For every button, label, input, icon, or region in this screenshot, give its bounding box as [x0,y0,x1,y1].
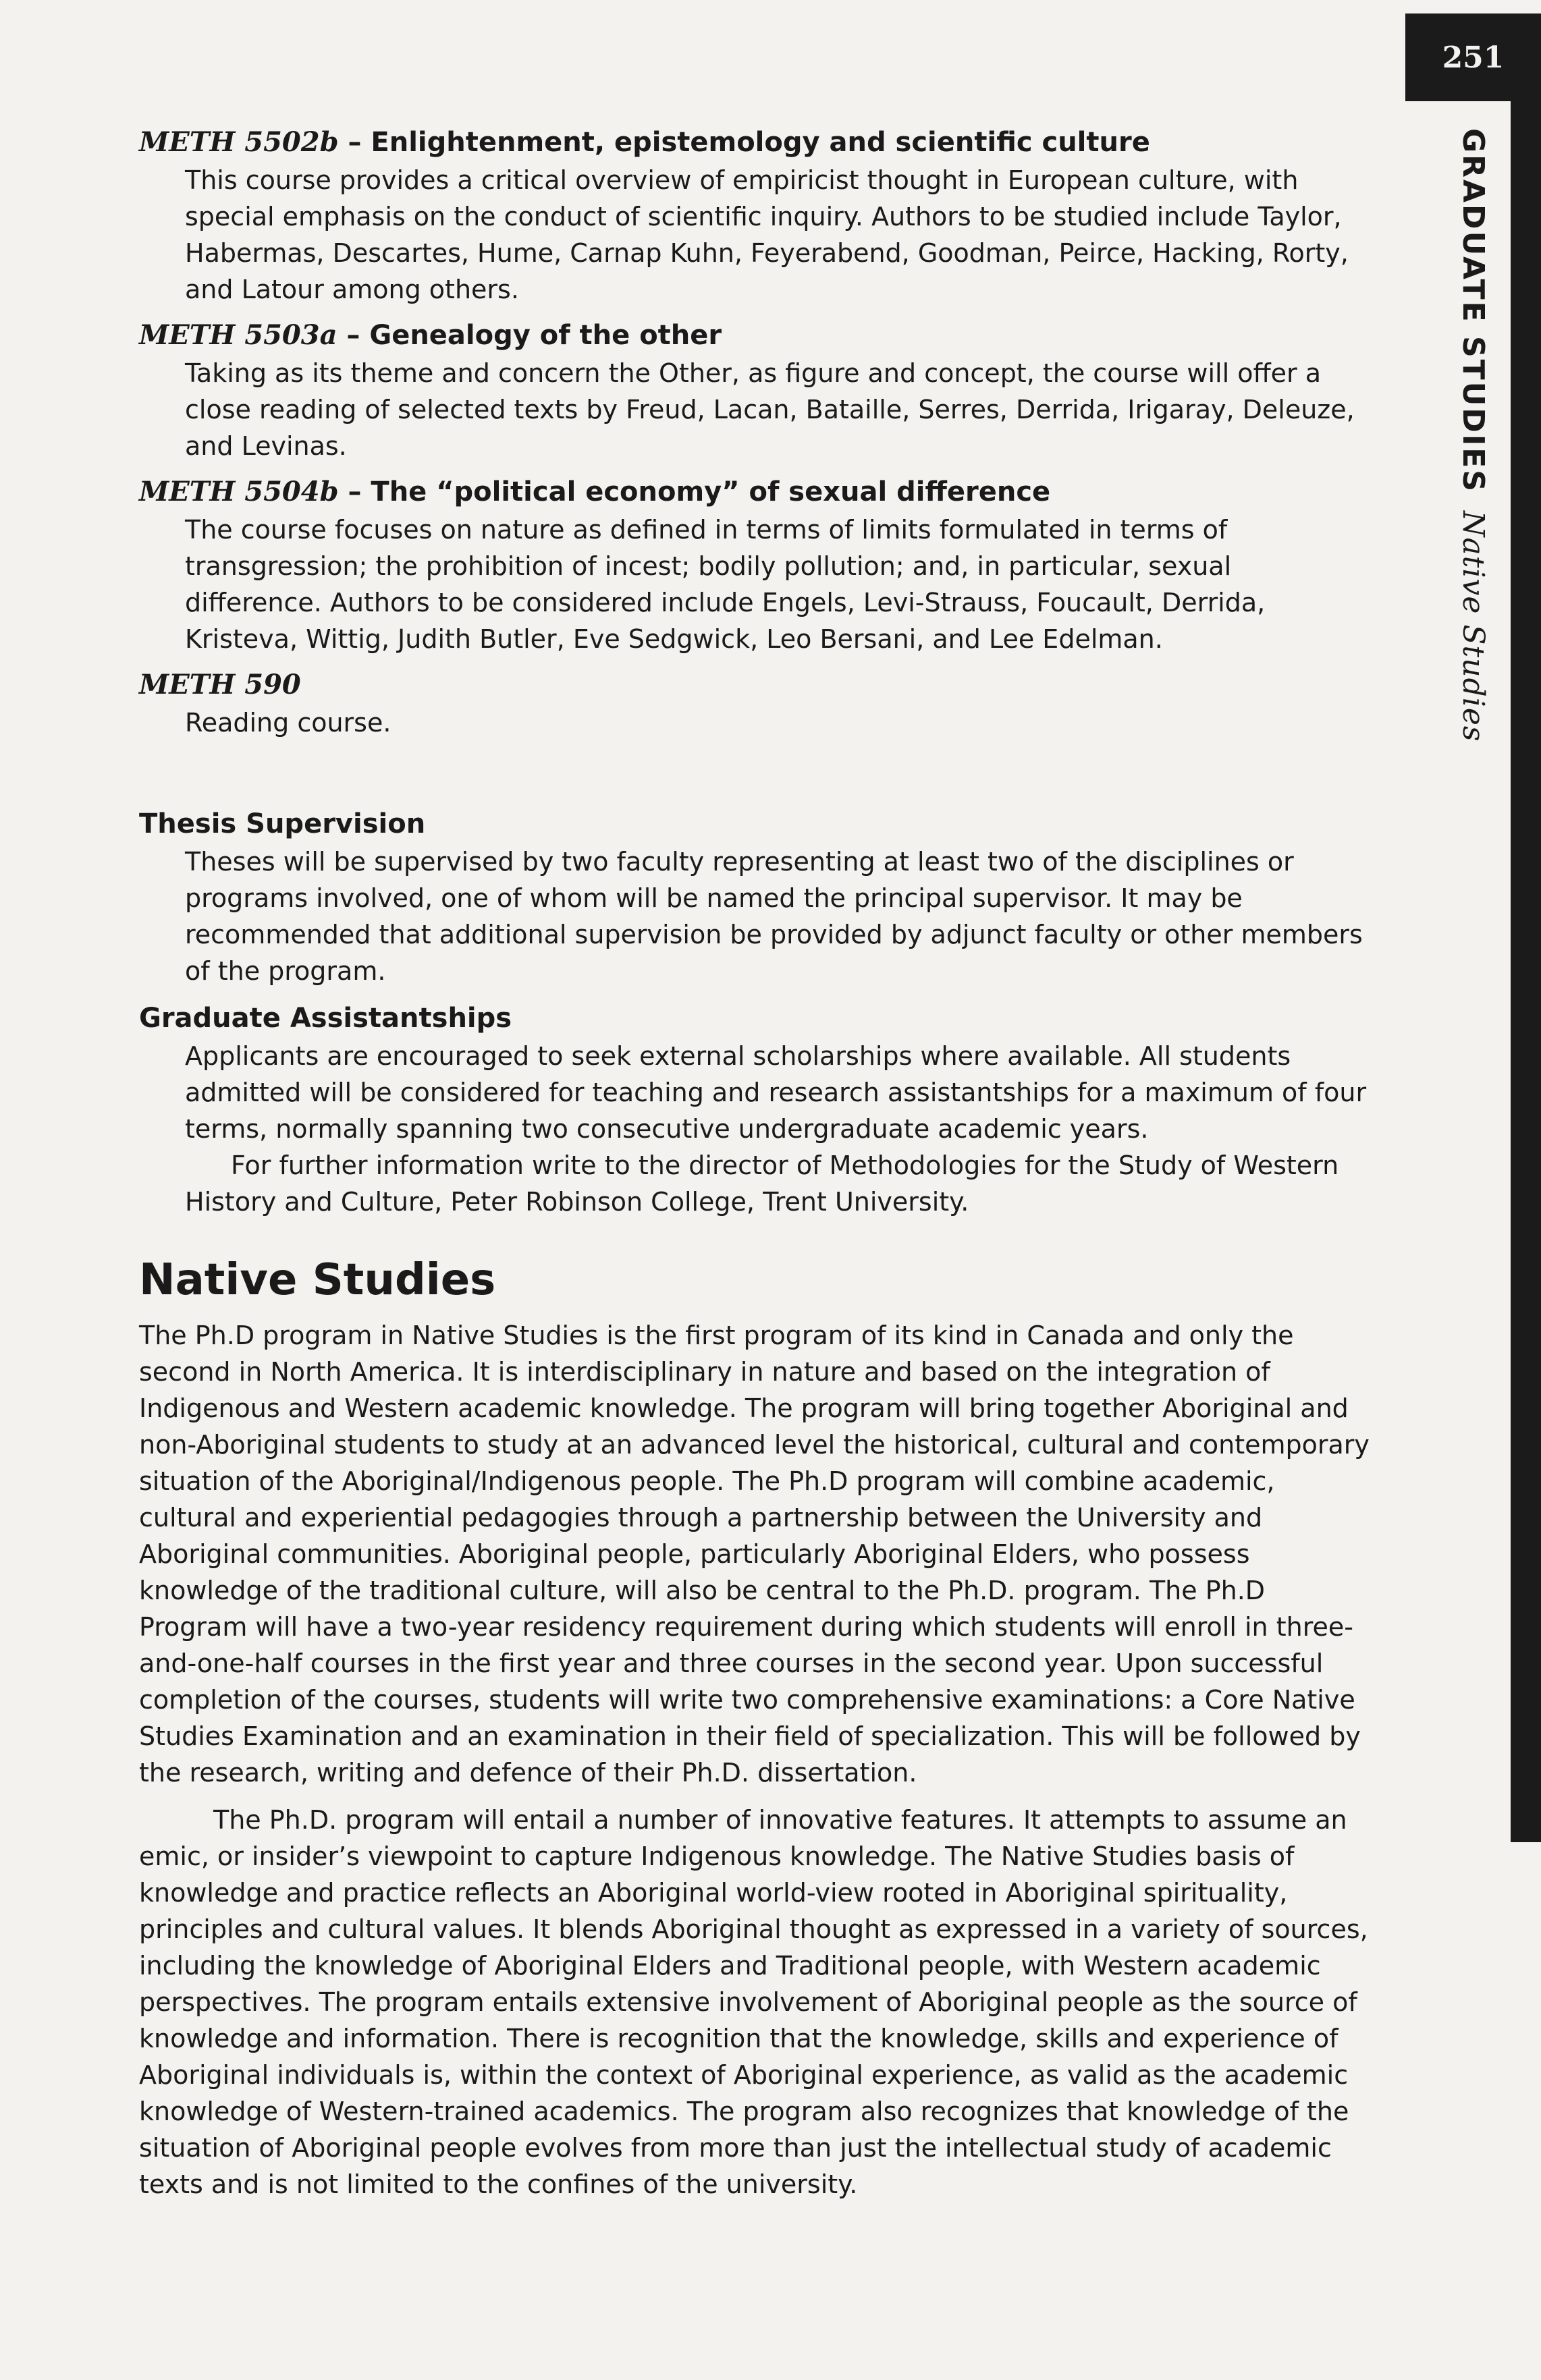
assistantships-body: Applicants are encouraged to seek external scholarships where available. All students admitted will be considered for teaching and research assistantships for a maximum of four terms, normally spanning two consecutive undergraduate academic years. [185,1041,1367,1144]
spacer [139,989,1374,999]
course-entry [139,665,1374,741]
course-description: This course provides a critical overview of empiricist thought in European culture, with special emphasis on the conduct of scientific inquiry. Authors to be studied include Taylor, Habermas, Descartes, Hume, Carnap Kuhn, Feyerabend, Goodman, Peirce, Hacking, Rorty, and Latour among others. [185,165,1349,304]
native-paragraph-1: The Ph.D program in Native Studies is the first program of its kind in Canada and only the second in North America. It is interdisciplinary in nature and based on the integration of Indigenous and Western academic knowledge. The program will bring together Aboriginal and non-Aboriginal students to study at an advanced level the historical, cultural and contemporary situation of the Aboriginal/Indigenous people. The Ph.D program will combine academic, cultural and experiential pedagogies through a partnership between the University and Aboriginal communities. Aboriginal people, particularly Aboriginal Elders, who possess knowledge of the traditional culture, will also be central to the Ph.D. program. The Ph.D Program will have a two-year residency requirement during which students will enroll in three-and-one-half courses in the first year and three courses in the second year. Upon successful completion of the courses, students will write two comprehensive examinations: a Core Native Studies Examination and an examination in their field of specialization. This will be followed by the research, writing and defence of their Ph.D. dissertation. [139,1321,1370,1788]
course-title: Enlightenment, epistemology and scientific culture [371,127,1150,158]
course-heading [139,472,1374,511]
assistantships-heading: Graduate Assistantships [139,1003,512,1034]
thesis-body: Theses will be supervised by two faculty representing at least two of the disciplines or programs involved, one of whom will be named the principal supervisor. It may be recommended that additional supervision be provided by adjunct faculty or other members of the program. [185,847,1363,986]
tab-main-label: GRADUATE STUDIES [1456,128,1490,494]
course-heading [139,316,1374,355]
course-description: Taking as its theme and concern the Other, as figure and concept, the course will offer a close reading of selected texts by Freud, Lacan, Bataille, Serres, Derrida, Irigaray, Deleuze, and Levinas. [185,358,1355,461]
course-entry [139,472,1374,657]
course-code: METH 5502b [139,126,339,158]
course-description: The course focuses on nature as defined in terms of limits formulated in terms of transgression; the prohibition of incest; bodily pollution; and, in particular, sexual difference. Authors to be considered include Engels, Levi-Strauss, Foucault, Derrida, Kristeva, Wittig, Judith Butler, Eve Sedgwick, Leo Bersani, and Lee Edelman. [185,515,1266,654]
course-code: METH 5503a [139,319,337,351]
course-heading [139,123,1374,162]
course-code: METH 5504b [139,476,339,507]
course-description: Reading course. [185,708,391,738]
section-tab-bar [1511,101,1541,1842]
page-number: 251 [1405,13,1541,101]
course-entry [139,316,1374,464]
spacer [139,749,1374,804]
course-entry [139,123,1374,308]
course-sep: – [338,476,371,507]
tab-sub-label: Native Studies [1456,511,1490,742]
assistantships-contact: For further information write to the director of Methodologies for the Study of Western History and Culture, Peter Robinson College, Trent University. [185,1151,1339,1217]
thesis-heading: Thesis Supervision [139,808,426,839]
course-sep: – [337,320,370,351]
native-studies-title: Native Studies [139,1255,496,1305]
native-paragraph-2: The Ph.D. program will entail a number of innovative features. It attempts to assume an emic, or insider’s viewpoint to capture Indigenous knowledge. The Native Studies basis of knowledge and practice reflects an Aboriginal world-view rooted in Aboriginal spirituality, principles and cultural values. It blends Aboriginal thought as expressed in a variety of sources, including the knowledge of Aboriginal Elders and Traditional people, with Western academic perspectives. The program entails extensive involvement of Aboriginal people as the source of knowledge and information. There is recognition that the knowledge, skills and experience of Aboriginal individuals is, within the context of Aboriginal experience, as valid as the academic knowledge of Western-trained academics. The program also recognizes that knowledge of the situation of Aboriginal people evolves from more than just the intellectual study of academic texts and is not limited to the confines of the university. [139,1805,1368,2199]
course-code: METH 590 [139,669,301,700]
course-title: Genealogy of the other [369,320,722,351]
course-title: The “political economy” of sexual difference [371,476,1051,507]
course-heading [139,665,1374,704]
section-tab-label [1456,128,1490,742]
course-sep: – [338,127,371,158]
content-column [139,123,1374,2213]
